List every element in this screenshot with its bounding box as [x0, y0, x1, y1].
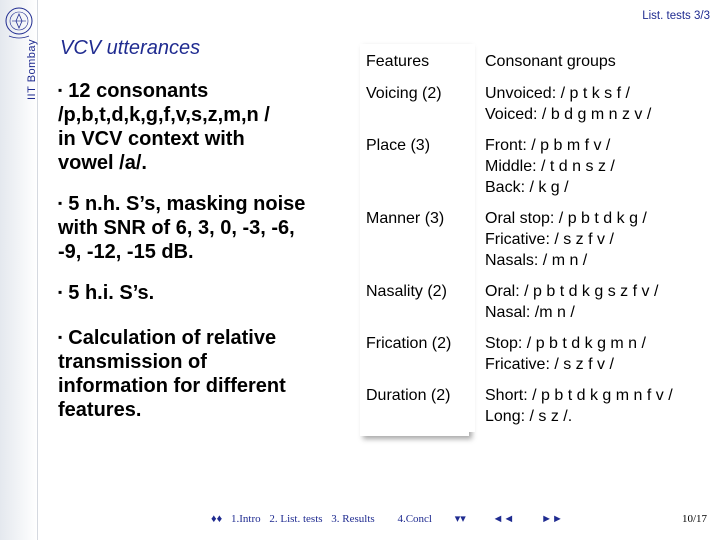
nav-forward-icon[interactable]: ►► — [541, 513, 563, 525]
slide-tag: List. tests 3/3 — [642, 10, 710, 22]
feature-cell: Place (3) — [360, 130, 475, 203]
table-row — [360, 78, 716, 130]
institute-logo-icon — [4, 6, 34, 40]
nav-first-icon[interactable]: ♦♦ — [211, 513, 223, 525]
groups-cell: Oral: / p b t d k g s z f v / Nasal: /m n / — [485, 283, 659, 321]
bullet-item: ▪ 5 h.i. S’s. — [58, 282, 155, 304]
feature-cell: Duration (2) — [360, 380, 475, 432]
bullet-marker-icon: ▪ — [58, 83, 63, 97]
table-row — [360, 328, 716, 380]
institution-label: IIT Bombay — [26, 38, 38, 100]
nav-list-tests-link[interactable]: 2. List. tests — [269, 513, 323, 525]
groups-cell: Short: / p b t d k g m n f v / Long: / s z /. — [485, 387, 673, 425]
table-row — [360, 276, 716, 328]
table-header-row — [360, 44, 716, 78]
groups-cell: Unvoiced: / p t k s f / Voiced: / b d g m n z v / — [485, 85, 652, 123]
page-number: 10/17 — [682, 513, 708, 525]
nav-intro-link[interactable]: 1.Intro — [230, 513, 261, 525]
table-row — [360, 130, 716, 203]
feature-cell: Voicing (2) — [360, 78, 475, 130]
groups-cell: Stop: / p b t d k g m n / Fricative: / s z f v / — [485, 335, 646, 373]
bullet-marker-icon: ▪ — [58, 285, 63, 299]
table-row — [360, 380, 716, 432]
feature-table — [360, 44, 716, 432]
bullet-item: ▪ 5 n.h. S’s, masking noise with SNR of 6, 3, 0, -3, -6, -9, -12, -15 dB. — [58, 193, 306, 263]
header-consonant-groups: Consonant groups — [485, 53, 616, 70]
bullet-item: ▪ Calculation of relative transmission of information for different features. — [58, 327, 286, 421]
nav-down-icon[interactable]: ▾▾ — [454, 513, 466, 525]
navigation-bar — [211, 512, 569, 525]
groups-cell: Front: / p b m f v / Middle: / t d n s z / Back: / k g / — [485, 137, 615, 196]
feature-cell: Manner (3) — [360, 203, 475, 276]
bullet-item: ▪ 12 consonants /p,b,t,d,k,g,f,v,s,z,m,n / in VCV context with vowel /a/. — [58, 80, 270, 174]
nav-back-icon[interactable]: ◄◄ — [492, 513, 515, 525]
bullet-marker-icon: ▪ — [58, 196, 63, 210]
nav-results-link[interactable]: 3. Results — [331, 513, 375, 525]
table-row — [360, 203, 716, 276]
feature-cell: Frication (2) — [360, 328, 475, 380]
header-features: Features — [360, 44, 475, 78]
slide-title: VCV utterances — [60, 37, 201, 59]
bullet-list — [58, 78, 343, 438]
nav-concl-link[interactable]: 4.Concl — [397, 513, 432, 525]
feature-cell: Nasality (2) — [360, 276, 475, 328]
sidebar — [0, 0, 38, 540]
groups-cell: Oral stop: / p b t d k g / Fricative: / s z f v / Nasals: / m n / — [485, 210, 647, 269]
bullet-marker-icon: ▪ — [58, 330, 63, 344]
